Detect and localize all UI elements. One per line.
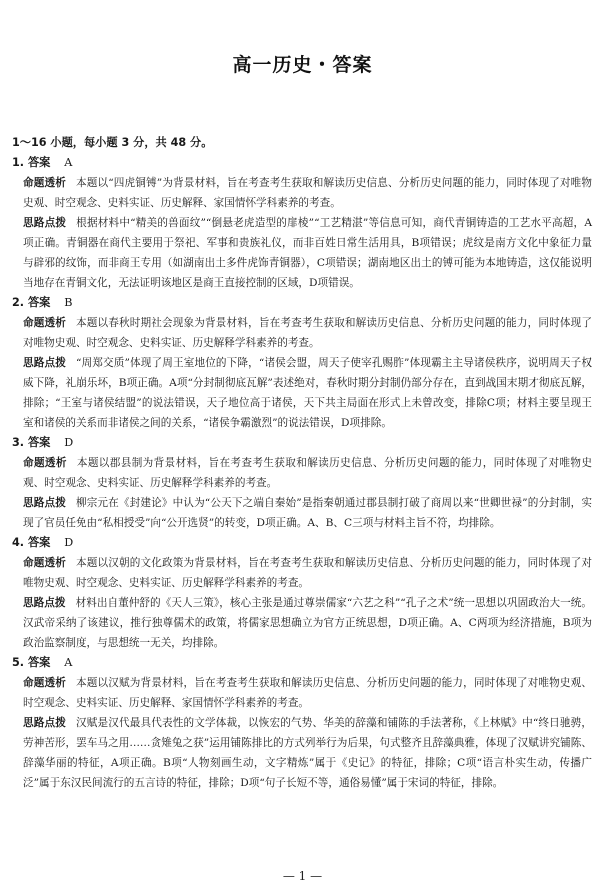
analysis-text: 本题以郡县制为背景材料，旨在考查考生获取和解读历史信息、分析历史问题的能力，同时体现了对唯物史观、时空观念、史料实证、历史解释学科素养的考查。 bbox=[23, 457, 592, 489]
tips-text: 材料出自董仲舒的《天人三策》，核心主张是通过尊崇儒家“六艺之科”“孔子之术”统一思想以巩固政治大一统。汉武帝采纳了该建议，推行独尊儒术的政策，将儒家思想确立为官方正统思想，D项正确。A、C两项为经济措施，B项为政治监察制度，与思想统一无关，均排除。 bbox=[23, 597, 593, 649]
tips-text: 汉赋是汉代最具代表性的文学体裁，以恢宏的气势、华美的辞藻和铺陈的手法著称，《上林赋》中“终日驰骋，劳神苦形，罢车马之用……贪雉兔之获”运用铺陈排比的方式列举行为后果，句式整齐且辞藻典雅，体现了汉赋讲究铺陈、辞藻华丽的特征，A项正确。B项“人物刻画生动，文字精炼”属于《史记》的特征，排除；C项“语言朴实生动，传播广泛”属于东汉民间流行的五言诗的特征，排除；D项“句子长短不等，通俗易懂”属于宋词的特征，排除。 bbox=[23, 717, 592, 789]
question-item bbox=[12, 433, 592, 533]
answer-line bbox=[12, 653, 592, 673]
tips-text: 柳宗元在《封建论》中认为“公天下之端自秦始”是指秦朝通过郡县制打破了商周以来“世卿世禄”的分封制，实现了官员任免由“私相授受”向“公开选贤”的转变，D项正确。A、B、C三项与材料主旨不符，均排除。 bbox=[23, 497, 592, 529]
tips-text: “周郑交质”体现了周王室地位的下降，“诸侯会盟，周天子使宰孔赐胙”体现霸主主导诸侯秩序，说明周天子权威下降，礼崩乐坏，B项正确。A项“分封制彻底瓦解”表述绝对，春秋时期分封制仍部分存在，直到战国末期才彻底瓦解，排除；“王室与诸侯结盟”的说法错误，天子地位高于诸侯，天下共主局面在形式上未曾改变，排除C项；材料主要呈现王室和诸侯的关系而非诸侯之间的关系，“诸侯争霸激烈”的说法错误，D项排除。 bbox=[23, 357, 592, 429]
answer-content bbox=[12, 133, 592, 793]
tips-label: 思路点拨 bbox=[23, 497, 66, 509]
question-item bbox=[12, 533, 592, 653]
tips-label: 思路点拨 bbox=[23, 597, 66, 609]
question-number: 2. bbox=[12, 296, 25, 309]
question-number: 1. bbox=[12, 156, 25, 169]
section-intro: 1～16 小题，每小题 3 分，共 48 分。 bbox=[12, 136, 213, 149]
tips-label: 思路点拨 bbox=[23, 717, 66, 729]
analysis-label: 命题透析 bbox=[23, 317, 67, 329]
analysis-paragraph bbox=[12, 673, 592, 713]
analysis-text: 本题以“四虎铜镈”为背景材料，旨在考查考生获取和解读历史信息、分析历史问题的能力，同时体现了对唯物史观、时空观念、史料实证、历史解释、家国情怀学科素养的考查。 bbox=[23, 177, 593, 209]
tips-text: 根据材料中“精美的兽面纹”“倒悬老虎造型的扉棱”“工艺精湛”等信息可知，商代青铜铸造的工艺水平高超，A项正确。青铜器在商代主要用于祭祀、军事和贵族礼仪，而非百姓日常生活用具，B项错误；虎纹是南方文化中象征力量与辟邪的纹饰，而非商王专用（如湖南出土多件虎饰青铜器），C项错误；湖南地区出土的镈可能为本地铸造，这仅能说明当地存在青铜文化，无法证明该地区是商王直接控制的区域，D项错误。 bbox=[23, 217, 592, 289]
tips-paragraph bbox=[12, 493, 592, 533]
page-number: — 1 — bbox=[282, 869, 323, 883]
analysis-text: 本题以汉朝的文化政策为背景材料，旨在考查考生获取和解读历史信息、分析历史问题的能力，同时体现了对唯物史观、时空观念、史料实证、历史解释学科素养的考查。 bbox=[23, 557, 592, 589]
analysis-paragraph bbox=[12, 173, 592, 213]
question-list bbox=[12, 153, 592, 793]
analysis-label: 命题透析 bbox=[23, 677, 67, 689]
answer-value: A bbox=[64, 656, 73, 669]
tips-label: 思路点拨 bbox=[23, 357, 66, 369]
question-item bbox=[12, 653, 592, 793]
answer-label: 答案 bbox=[27, 656, 51, 669]
answer-line bbox=[12, 533, 592, 553]
tips-paragraph bbox=[12, 213, 592, 293]
analysis-paragraph bbox=[12, 553, 592, 593]
answer-value: D bbox=[64, 436, 74, 449]
tips-paragraph bbox=[12, 353, 592, 433]
question-item bbox=[12, 293, 592, 433]
answer-label: 答案 bbox=[27, 156, 51, 169]
answer-line bbox=[12, 153, 592, 173]
answer-line bbox=[12, 293, 592, 313]
question-item bbox=[12, 153, 592, 293]
question-number: 4. bbox=[12, 536, 25, 549]
analysis-paragraph bbox=[12, 453, 592, 493]
answer-label: 答案 bbox=[27, 436, 51, 449]
analysis-label: 命题透析 bbox=[23, 177, 66, 189]
tips-label: 思路点拨 bbox=[23, 217, 67, 229]
answer-label: 答案 bbox=[27, 536, 51, 549]
answer-line bbox=[12, 433, 592, 453]
tips-paragraph bbox=[12, 713, 592, 793]
page-title: 高一历史・答案 bbox=[232, 54, 373, 76]
tips-paragraph bbox=[12, 593, 592, 653]
question-number: 3. bbox=[12, 436, 25, 449]
analysis-paragraph bbox=[12, 313, 592, 353]
question-number: 5. bbox=[12, 656, 25, 669]
analysis-text: 本题以汉赋为背景材料，旨在考查考生获取和解读历史信息、分析历史问题的能力，同时体现了对唯物史观、时空观念、史料实证、历史解释、家国情怀学科素养的考查。 bbox=[23, 677, 592, 709]
answer-value: A bbox=[64, 156, 73, 169]
answer-label: 答案 bbox=[27, 296, 51, 309]
analysis-label: 命题透析 bbox=[23, 557, 67, 569]
answer-value: D bbox=[64, 536, 74, 549]
analysis-label: 命题透析 bbox=[23, 457, 67, 469]
analysis-text: 本题以春秋时期社会现象为背景材料，旨在考查考生获取和解读历史信息、分析历史问题的能力，同时体现了对唯物史观、时空观念、史料实证、历史解释学科素养的考查。 bbox=[23, 317, 592, 349]
answer-value: B bbox=[64, 296, 73, 309]
